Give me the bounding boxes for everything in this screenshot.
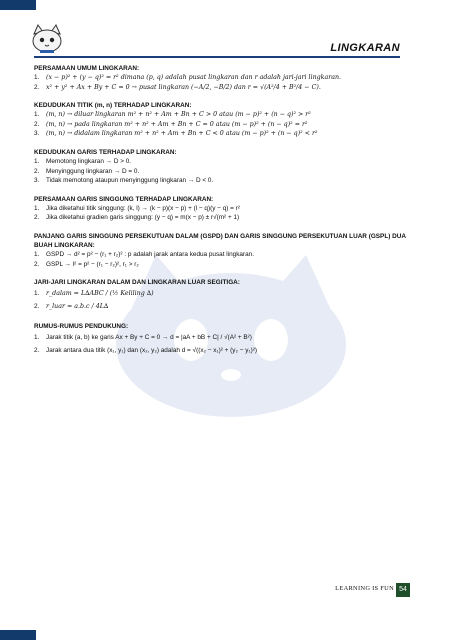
section-heading: RUMUS-RUMUS PENDUKUNG:	[34, 323, 129, 331]
list-item: 3. (m, n) → didalam lingkaran m² + n² + Am + Bn + C < 0 atau (m − p)² + (n − q)² < r²	[34, 130, 318, 138]
page-title: LINGKARAN	[330, 42, 400, 54]
content	[34, 64, 408, 366]
list-item: 1. Jika diketahui titik singgung: (k, l) → (k − p)(x − p) + (l − q)(y − q) = r²	[34, 204, 240, 212]
list-item: 2. Jika diketahui gradien garis singgung: (y − q) = m(x − p) ± r√(m² + 1)	[34, 214, 240, 222]
list-item: 1. (x − p)² + (y − q)² = r² dimana (p, q) adalah pusat lingkaran dan r adalah jari-jari lingkaran.	[34, 74, 342, 81]
list-item: 2. Menyinggung lingkaran → D = 0.	[34, 167, 140, 175]
list-item: 2. (m, n) → pada lingkaran m² + n² + Am + Bn + C = 0 atau (m − p)² + (n − q)² = r²	[34, 120, 308, 128]
corner-bar-top	[0, 0, 36, 10]
section-gspd-gspl	[34, 232, 408, 269]
list-item: 1. r_dalam = L∆ABC / (½ Keliling ∆)	[34, 290, 154, 298]
footer-text: LEARNING IS FUN	[335, 585, 394, 592]
title-rule	[34, 56, 400, 58]
section-rumus-pendukung	[34, 322, 408, 357]
section-persamaan-umum	[34, 64, 408, 92]
section-heading: PANJANG GARIS SINGGUNG PERSEKUTUAN DALAM (GSPD) DAN GARIS SINGGUNG PERSEKUTUAN LUAR (GSPL) DUA BUAH LINGKARAN:	[34, 232, 406, 249]
list-item: 2. GSPL → l² = p² − (r₁ − r₂)², r₁ > r₂	[34, 260, 139, 268]
section-kedudukan-garis	[34, 148, 408, 186]
section-heading: PERSAMAAN GARIS SINGGUNG TERHADAP LINGKARAN:	[34, 195, 214, 203]
section-garis-singgung	[34, 195, 408, 223]
list-item: 2. r_luar = a.b.c / 4L∆	[34, 303, 109, 311]
corner-bar-bottom	[0, 630, 36, 640]
list-item: 1. Memotong lingkaran → D > 0.	[34, 157, 132, 165]
page-number: 54	[396, 583, 410, 597]
section-heading: JARI-JARI LINGKARAN DALAM DAN LINGKARAN LUAR SEGITIGA:	[34, 279, 240, 287]
section-heading: KEDUDUKAN GARIS TERHADAP LINGKARAN:	[34, 148, 177, 156]
list-item: 1. GSPD → d² = p² − (r₁ + r₂)² : p adalah jarak antara kedua pusat lingkaran.	[34, 250, 254, 258]
section-jari-jari	[34, 278, 408, 313]
section-heading: KEDUDUKAN TITIK (m, n) TERHADAP LINGKARAN:	[34, 102, 192, 110]
cat-logo-icon	[30, 24, 64, 54]
section-kedudukan-titik	[34, 101, 408, 139]
section-heading: PERSAMAAN UMUM LINGKARAN:	[34, 65, 140, 72]
list-item: 1. Jarak titik (a, b) ke garis Ax + By + C = 0 → d = |aA + bB + C| / √(A² + B²)	[34, 334, 252, 342]
list-item: 2. Jarak antara dua titik (x₁, y₁) dan (x₂, y₂) adalah d = √((x₂ − x₁)² + (y₂ − y₁)²)	[34, 347, 257, 355]
list-item: 3. Tidak memotong ataupun menyinggung lingkaran → D < 0.	[34, 177, 214, 185]
list-item: 2. x² + y² + Ax + By + C = 0 → pusat lingkaran (−A/2, −B/2) dan r = √(A²/4 + B²/4 − C).	[34, 83, 321, 91]
list-item: 1. (m, n) → diluar lingkaran m² + n² + Am + Bn + C > 0 atau (m − p)² + (n − q)² > r²	[34, 111, 311, 119]
